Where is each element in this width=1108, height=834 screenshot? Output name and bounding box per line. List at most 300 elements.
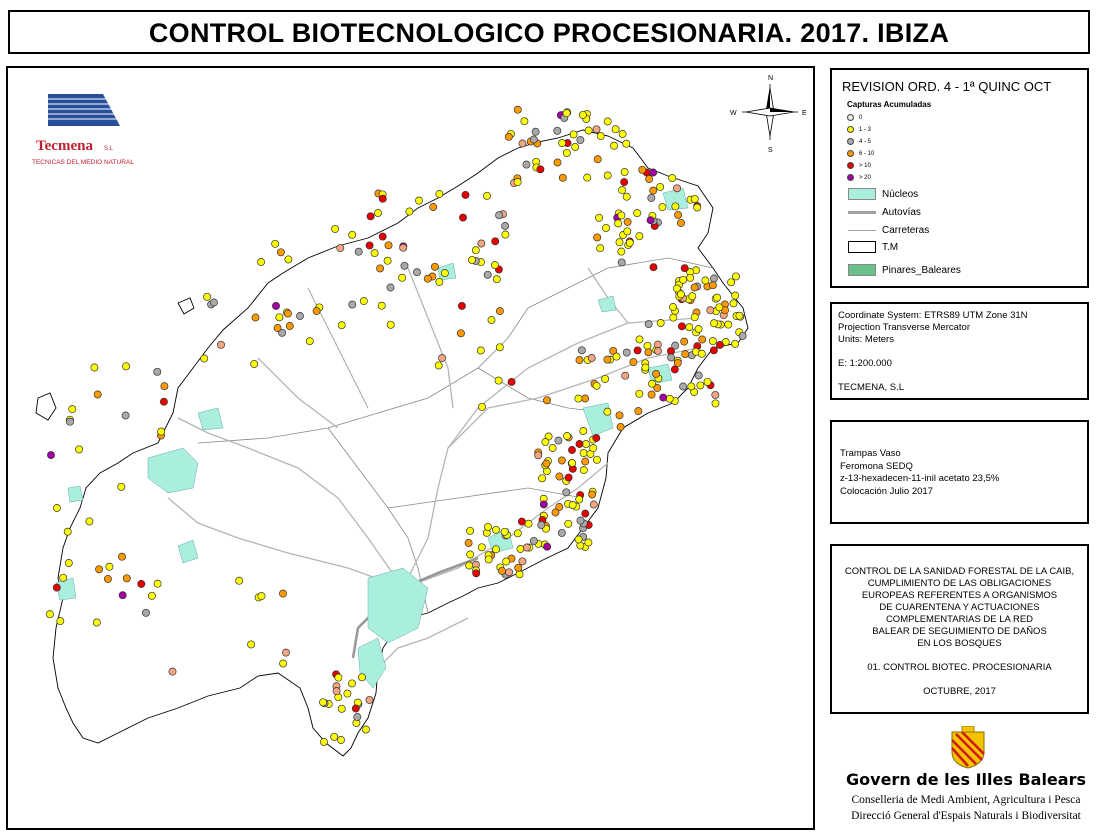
trap-point (64, 528, 71, 535)
trap-point (462, 191, 469, 198)
trap-point (736, 312, 743, 319)
trap-point (349, 301, 356, 308)
control-line-4: COMPLEMENTARIAS DE LA RED (885, 614, 1034, 625)
trap-point (597, 245, 604, 252)
map-frame[interactable] (6, 66, 815, 830)
trap-point (284, 310, 291, 317)
trap-point (148, 592, 155, 599)
trap-point (635, 408, 642, 415)
legend-title: REVISION ORD. 4 - 1ª QUINC OCT (842, 79, 1052, 94)
trap-point (577, 517, 584, 524)
trap-point (618, 212, 625, 219)
trap-point (623, 140, 630, 147)
trap-point (277, 249, 284, 256)
trap-info-box (830, 420, 1089, 524)
control-line-2: EUROPEAS REFERENTES A ORGANISMOS (861, 590, 1058, 601)
trap-point (549, 444, 556, 451)
trap-point (338, 322, 345, 329)
trap-point (630, 359, 637, 366)
trap-point (671, 366, 678, 373)
trap-point (484, 271, 491, 278)
trap-point (401, 262, 408, 269)
trap-point (543, 397, 550, 404)
trap-point (725, 321, 732, 328)
trap-point (276, 314, 283, 321)
trap-point (669, 303, 676, 310)
logo-name: Tecmena (36, 138, 93, 154)
trap-point (579, 111, 586, 118)
trap-point (622, 372, 629, 379)
trap-point (730, 300, 737, 307)
trap-point (441, 270, 448, 277)
trap-compound: z-13-hexadecen-11-inil acetato 23,5% (840, 473, 1000, 484)
trap-point (439, 355, 446, 362)
trap-point (611, 142, 618, 149)
trap-point (436, 190, 443, 197)
trap-point (279, 590, 286, 597)
coord-units: Units: Meters (838, 334, 894, 345)
trap-point (580, 450, 587, 457)
trap-point (674, 359, 681, 366)
trap-point (686, 324, 693, 331)
trap-point (415, 197, 422, 204)
compass-w: W (730, 110, 737, 117)
trap-point (576, 496, 583, 503)
trap-point (594, 156, 601, 163)
trap-point (478, 544, 485, 551)
legend-dot-icon (847, 126, 854, 133)
trap-point (654, 347, 661, 354)
trap-point (296, 312, 303, 319)
trap-point (618, 248, 625, 255)
trap-point (677, 291, 684, 298)
trap-point (619, 187, 626, 194)
legend-swatch-icon (848, 211, 876, 214)
trap-point (384, 257, 391, 264)
trap-point (91, 364, 98, 371)
trap-point (436, 278, 443, 285)
trap-point (670, 314, 677, 321)
trap-point (335, 674, 342, 681)
trap-point (477, 347, 484, 354)
trap-point (161, 383, 168, 390)
trap-point (201, 355, 208, 362)
trap-point (378, 302, 385, 309)
control-description (832, 566, 1087, 650)
trap-point (496, 308, 503, 315)
trap-point (634, 347, 641, 354)
trap-point (569, 501, 576, 508)
trap-point (645, 321, 652, 328)
trap-point (371, 250, 378, 257)
trap-point (626, 239, 633, 246)
trap-point (518, 518, 525, 525)
trap-point (508, 378, 515, 385)
trap-point (506, 569, 513, 576)
trap-point (647, 217, 654, 224)
trap-point (732, 273, 739, 280)
trap-point (352, 705, 359, 712)
trap-point (565, 520, 572, 527)
trap-point (559, 140, 566, 147)
trap-point (732, 292, 739, 299)
legend-class-0 (847, 114, 862, 121)
legend-dot-icon (847, 174, 854, 181)
trap-point (142, 609, 149, 616)
trap-point (699, 336, 706, 343)
trap-point (467, 527, 474, 534)
legend-dot-icon (847, 150, 854, 157)
trap-point (366, 696, 373, 703)
trap-point (204, 293, 211, 300)
trap-point (596, 214, 603, 221)
trap-point (539, 475, 546, 482)
trap-point (366, 242, 373, 249)
trap-point (732, 340, 739, 347)
trap-point (333, 688, 340, 695)
trap-point (648, 391, 655, 398)
trap-point (544, 543, 551, 550)
trap-point (406, 208, 413, 215)
trap-point (272, 302, 279, 309)
trap-point (457, 330, 464, 337)
trap-point (585, 539, 592, 546)
trap-point (712, 391, 719, 398)
trap-point (540, 501, 547, 508)
trap-point (458, 302, 465, 309)
legend-class-label: 0 (859, 114, 863, 121)
trap-point (623, 349, 630, 356)
legend-layer-1 (848, 207, 921, 218)
trap-point (349, 231, 356, 238)
trap-point (616, 239, 623, 246)
trap-point (646, 175, 653, 182)
trap-point (530, 136, 537, 143)
trap-point (604, 408, 611, 415)
trap-point (593, 382, 600, 389)
trap-point (570, 131, 577, 138)
trap-point (593, 434, 600, 441)
legend-class-label: > 10 (859, 162, 871, 169)
legend-class-label: 1 - 3 (859, 126, 872, 133)
trap-point (354, 713, 361, 720)
trap-point (236, 577, 243, 584)
trap-point (565, 474, 572, 481)
trap-point (675, 211, 682, 218)
trap-point (714, 294, 721, 301)
trap-point (516, 571, 523, 578)
trap-point (716, 304, 723, 311)
trap-point (582, 395, 589, 402)
government-directorate: Direcció General d'Espais Naturals i Biodiversitat (851, 810, 1081, 822)
trap-point (118, 553, 125, 560)
trap-point (594, 234, 601, 241)
trap-point (138, 580, 145, 587)
trap-point (478, 403, 485, 410)
trap-point (517, 545, 524, 552)
trap-point (543, 460, 550, 467)
trap-point (306, 338, 313, 345)
trap-point (465, 539, 472, 546)
trap-point (358, 674, 365, 681)
trap-point (710, 320, 717, 327)
trap-point (435, 362, 442, 369)
trap-point (707, 307, 714, 314)
trap-point (286, 322, 293, 329)
trap-point (555, 437, 562, 444)
trap-point (710, 275, 717, 282)
trap-point (430, 203, 437, 210)
compass-s: S (768, 147, 773, 154)
trap-point (558, 529, 565, 536)
trap-point (484, 523, 491, 530)
legend-class-5 (847, 174, 871, 181)
legend-swatch-icon (848, 230, 876, 231)
trap-point (556, 473, 563, 480)
trap-point (624, 218, 631, 225)
trap-point (650, 264, 657, 271)
trap-point (666, 395, 673, 402)
map-title: CONTROL BIOTECNOLOGICO PROCESIONARIA. 2017. IBIZA (148, 18, 950, 48)
trap-point (645, 349, 652, 356)
logo-suffix: S.L (104, 146, 114, 152)
logo-tagline: TECNICAS DEL MEDIO NATURAL (32, 159, 134, 166)
trap-point (313, 307, 320, 314)
trap-point (582, 458, 589, 465)
legend-subtitle: Capturas Acumuladas (847, 100, 932, 109)
trap-point (344, 690, 351, 697)
trap-point (681, 265, 688, 272)
government-title: Govern de les Illes Balears (846, 770, 1086, 789)
trap-point (691, 195, 698, 202)
legend-class-label: 4 - 5 (859, 138, 872, 145)
trap-point (94, 391, 101, 398)
trap-point (379, 195, 386, 202)
trap-point (584, 174, 591, 181)
trap-point (122, 412, 129, 419)
trap-point (650, 187, 657, 194)
trap-point (525, 520, 532, 527)
trap-type: Trampas Vaso (840, 448, 901, 459)
trap-point (424, 275, 431, 282)
trap-point (399, 274, 406, 281)
trap-point (537, 166, 544, 173)
trap-point (478, 240, 485, 247)
trap-point (274, 324, 281, 331)
trap-point (582, 510, 589, 517)
legend-swatch-icon (848, 241, 876, 253)
trap-point (492, 238, 499, 245)
trap-point (252, 314, 259, 321)
trap-point (644, 342, 651, 349)
trap-point (472, 247, 479, 254)
trap-point (681, 338, 688, 345)
trap-point (387, 284, 394, 291)
trap-point (53, 504, 60, 511)
trap-point (374, 209, 381, 216)
trap-point (493, 276, 500, 283)
trap-point (669, 175, 676, 182)
trap-point (385, 242, 392, 249)
trap-point (377, 265, 384, 272)
trap-point (668, 354, 675, 361)
trap-point (552, 509, 559, 516)
trap-point (248, 641, 255, 648)
legend-class-4 (847, 162, 871, 169)
trap-point (258, 258, 265, 265)
trap-point (602, 375, 609, 382)
legend-layer-4 (848, 264, 961, 276)
trap-point (657, 183, 664, 190)
trap-point (118, 483, 125, 490)
trap-point (285, 256, 292, 263)
island-map[interactable] (8, 68, 813, 828)
trap-point (580, 467, 587, 474)
trap-point (680, 383, 687, 390)
legend-layer-label: Pinares_Baleares (882, 264, 961, 276)
trap-point (648, 194, 655, 201)
trap-point (554, 159, 561, 166)
trap-point (623, 193, 630, 200)
trap-point (712, 400, 719, 407)
trap-point (379, 233, 386, 240)
trap-point (728, 279, 735, 286)
compass-e: E (802, 110, 807, 117)
trap-point (575, 395, 582, 402)
trap-point (604, 356, 611, 363)
trap-point (65, 559, 72, 566)
trap-point (106, 563, 113, 570)
legend-box (830, 68, 1089, 288)
trap-point (604, 118, 611, 125)
trap-point (678, 323, 685, 330)
trap-point (577, 137, 584, 144)
trap-point (251, 360, 258, 367)
trap-point (466, 562, 473, 569)
legend-layer-label: T.M (882, 241, 899, 253)
trap-point (702, 277, 709, 284)
control-line-5: BALEAR DE SEGUIMIENTO DE DAÑOS (872, 626, 1047, 637)
trap-point (158, 428, 165, 435)
trap-point (331, 733, 338, 740)
trap-point (682, 351, 689, 358)
trap-point (431, 263, 438, 270)
trap-point (569, 459, 576, 466)
trap-point (154, 580, 161, 587)
trap-point (575, 536, 582, 543)
trap-point (642, 364, 649, 371)
control-box (830, 544, 1089, 714)
trap-point (538, 521, 545, 528)
legend-class-label: > 20 (859, 174, 871, 181)
trap-point (96, 566, 103, 573)
north-arrow-icon (730, 75, 807, 154)
trap-point (590, 445, 597, 452)
title-box (8, 10, 1090, 54)
trap-point (515, 564, 522, 571)
trap-point (514, 179, 521, 186)
trap-point (580, 427, 587, 434)
trap-point (459, 214, 466, 221)
trap-point (473, 570, 480, 577)
trap-point (86, 518, 93, 525)
trap-point (505, 133, 512, 140)
legend-layer-label: Carreteras (882, 225, 930, 236)
government-shield-icon (948, 726, 988, 770)
report-date: OCTUBRE, 2017 (923, 686, 996, 697)
trap-point (492, 526, 499, 533)
trap-point (360, 298, 367, 305)
trap-point (514, 106, 521, 113)
trap-point (674, 185, 681, 192)
trap-point (123, 363, 130, 370)
trap-point (659, 204, 666, 211)
trap-point (621, 169, 628, 176)
trap-point (660, 394, 667, 401)
legend-swatch-icon (848, 264, 876, 276)
trap-point (535, 452, 542, 459)
trap-point (588, 354, 595, 361)
trap-point (672, 203, 679, 210)
trap-point (530, 537, 537, 544)
trap-point (672, 342, 679, 349)
government-logo-area (832, 722, 1100, 828)
trap-point (367, 213, 374, 220)
coord-author: TECMENA, S.L (838, 382, 904, 393)
trap-point (710, 347, 717, 354)
trap-point (648, 380, 655, 387)
trap-point (619, 130, 626, 137)
trap-point (483, 192, 490, 199)
trap-point (618, 259, 625, 266)
trap-point (563, 149, 570, 156)
trap-point (66, 418, 73, 425)
trap-point (123, 575, 130, 582)
trap-point (709, 338, 716, 345)
trap-point (578, 347, 585, 354)
legend-class-label: 6 - 10 (859, 150, 875, 157)
coord-system: Coordinate System: ETRS89 UTM Zone 31N (838, 310, 1028, 321)
trap-point (53, 584, 60, 591)
trap-point (468, 256, 475, 263)
trap-point (604, 172, 611, 179)
trap-point (496, 212, 503, 219)
control-line-6: EN LOS BOSQUES (917, 638, 1002, 649)
trap-point (593, 456, 600, 463)
trap-point (521, 118, 528, 125)
trap-point (593, 126, 600, 133)
trap-point (160, 398, 167, 405)
trap-point (46, 611, 53, 618)
trap-point (400, 244, 407, 251)
trap-point (554, 127, 561, 134)
trap-point (687, 274, 694, 281)
trap-point (502, 222, 509, 229)
trap-point (387, 321, 394, 328)
trap-point (332, 225, 339, 232)
program-name: 01. CONTROL BIOTEC. PROCESIONARIA (867, 662, 1052, 673)
trap-point (589, 491, 596, 498)
trap-point (514, 530, 521, 537)
trap-point (688, 383, 695, 390)
trap-point (348, 680, 355, 687)
legend-swatch-icon (848, 188, 876, 200)
trap-point (362, 726, 369, 733)
control-line-3: DE CUARENTENA Y ACTUACIONES (879, 602, 1040, 613)
trap-point (639, 166, 646, 173)
legend-dot-icon (847, 114, 854, 121)
trap-point (523, 544, 530, 551)
